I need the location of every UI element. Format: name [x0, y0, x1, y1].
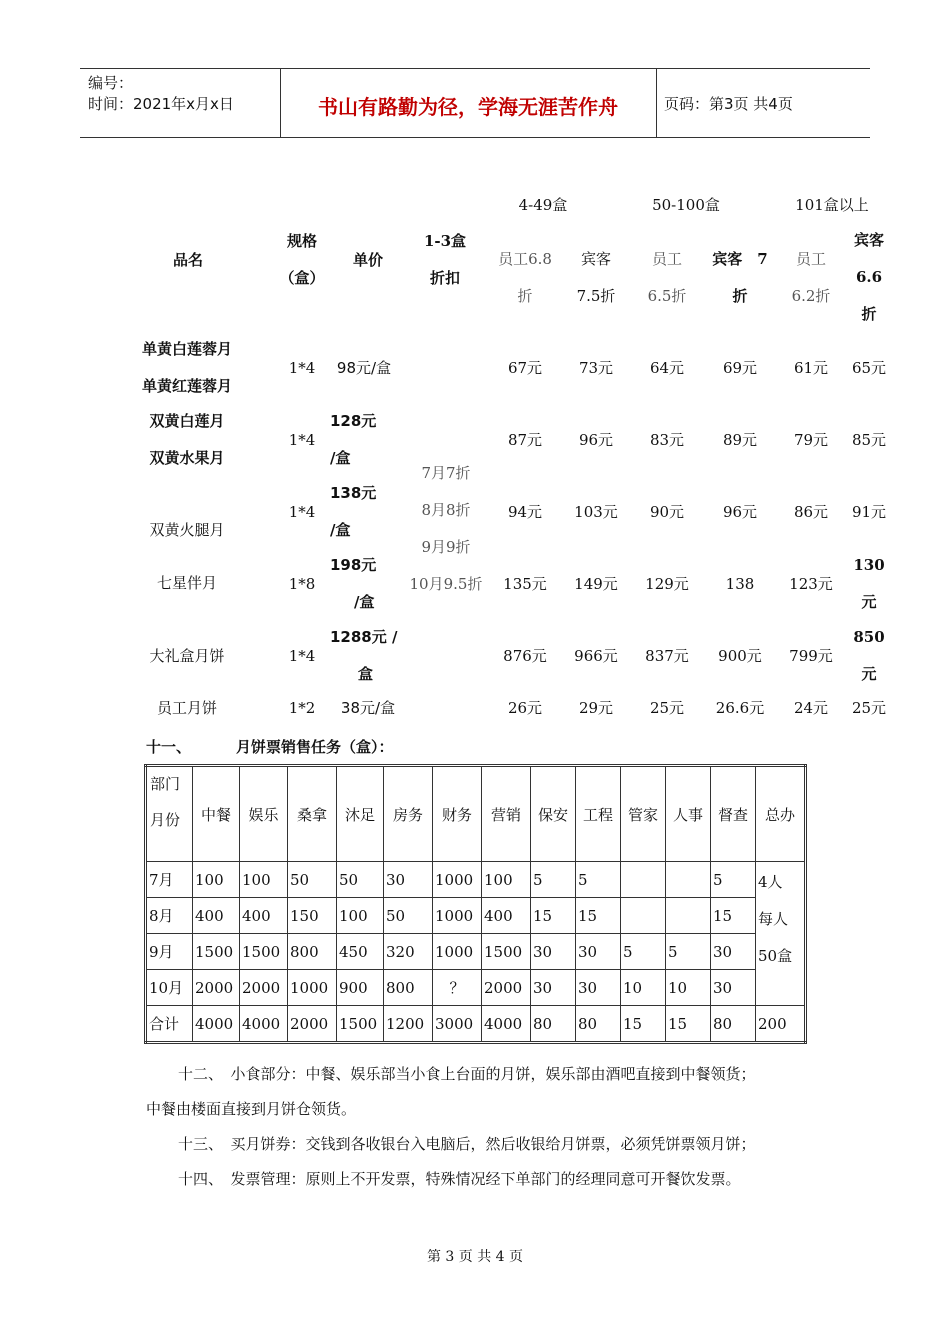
price-cell: 138元 /盒	[330, 484, 377, 539]
table-cell: 1500	[482, 934, 531, 970]
value-cell: 87元	[507, 431, 543, 449]
table-cell: 100	[482, 862, 531, 898]
table-cell: 30	[711, 934, 756, 970]
value-cell: 83元	[649, 431, 685, 449]
header-divider	[656, 69, 657, 137]
price-cell: 98元/盒	[336, 359, 392, 377]
col-header-staff: 员工 6.5折	[647, 250, 687, 305]
value-cell: 850 元	[853, 628, 885, 683]
table-cell: 1000	[433, 898, 482, 934]
value-cell: 89元	[722, 431, 758, 449]
value-cell: 149元	[574, 575, 618, 593]
table-cell: 450	[337, 934, 384, 970]
table-cell: 1000	[288, 970, 337, 1006]
corner-cell: 部门 月份	[146, 766, 193, 862]
table-cell: 30	[576, 970, 621, 1006]
table-cell: 1500	[337, 1006, 384, 1043]
paragraph-14: 十四、 发票管理：原则上不开发票，特殊情况经下单部门的经理同意可开餐饮发票。	[178, 1170, 741, 1188]
table-cell: 4000	[193, 1006, 240, 1043]
group-header: 101盒以上	[795, 196, 869, 214]
col-header-guest: 宾客 6.6 折	[853, 231, 884, 323]
value-cell: 90元	[649, 503, 685, 521]
col-header-name: 品名	[172, 251, 203, 269]
value-cell: 61元	[793, 359, 829, 377]
dept-header: 营销	[482, 766, 531, 862]
product-name: 单黄白莲蓉月 单黄红莲蓉月	[141, 340, 232, 395]
spec-cell: 1*4	[288, 359, 316, 377]
dept-header: 房务	[384, 766, 433, 862]
table-cell: 5	[576, 862, 621, 898]
table-row	[146, 862, 806, 898]
value-cell: 130 元	[853, 556, 885, 611]
table-cell: 100	[337, 898, 384, 934]
table-cell: 400	[193, 898, 240, 934]
table-cell: 50	[384, 898, 433, 934]
dept-header: 督查	[711, 766, 756, 862]
table-cell: 150	[288, 898, 337, 934]
table-cell: 100	[193, 862, 240, 898]
page-footer: 第 3 页 共 4 页	[426, 1249, 524, 1265]
table-cell: 50	[288, 862, 337, 898]
value-cell: 73元	[578, 359, 614, 377]
value-cell: 138	[725, 575, 755, 593]
group-header: 50-100盒	[652, 196, 720, 214]
col-header-discount: 1-3盒 折扣	[423, 232, 467, 287]
table-row	[146, 970, 806, 1006]
price-cell: 128元 /盒	[330, 412, 377, 467]
table-cell: 15	[576, 898, 621, 934]
value-cell: 96元	[722, 503, 758, 521]
col-header-staff: 员工 6.2折	[791, 250, 831, 305]
dept-header: 管家	[621, 766, 666, 862]
dept-header: 财务	[433, 766, 482, 862]
value-cell: 64元	[649, 359, 685, 377]
value-cell: 96元	[578, 431, 614, 449]
table-cell: 2000	[482, 970, 531, 1006]
value-cell: 85元	[851, 431, 887, 449]
table-cell: 50	[337, 862, 384, 898]
month-cell: 8月	[146, 898, 193, 934]
col-header-staff: 员工6.8 折	[498, 250, 552, 305]
value-cell: 103元	[574, 503, 618, 521]
dept-header: 沐足	[337, 766, 384, 862]
dept-header: 保安	[531, 766, 576, 862]
value-cell: 135元	[503, 575, 547, 593]
table-row	[146, 934, 806, 970]
month-cell: 9月	[146, 934, 193, 970]
discount-notes: 7月7折 8月8折 9月9折 10月9.5折	[409, 464, 483, 593]
table-cell: 1000	[433, 934, 482, 970]
col-header-guest: 宾客 7 折	[712, 250, 768, 305]
table-cell: 1500	[193, 934, 240, 970]
value-cell: 91元	[851, 503, 887, 521]
col-header-guest: 宾客 7.5折	[576, 250, 616, 305]
section-title: 月饼票销售任务（盒）：	[236, 738, 394, 756]
dept-header: 总办	[756, 766, 806, 862]
value-cell: 94元	[507, 503, 543, 521]
table-cell	[621, 862, 666, 898]
table-cell: 5	[621, 934, 666, 970]
value-cell: 966元	[574, 647, 618, 665]
table-cell	[666, 898, 711, 934]
table-cell: 2000	[288, 1006, 337, 1043]
table-cell: 30	[576, 934, 621, 970]
month-cell: 7月	[146, 862, 193, 898]
table-cell: 5	[531, 862, 576, 898]
value-cell: 26.6元	[715, 699, 765, 717]
value-cell: 799元	[789, 647, 833, 665]
product-name: 员工月饼	[156, 699, 217, 717]
table-cell: 1500	[240, 934, 288, 970]
page-header	[80, 68, 870, 138]
table-cell: 15	[531, 898, 576, 934]
table-cell: 800	[384, 970, 433, 1006]
table-cell: 30	[531, 934, 576, 970]
table-cell: 30	[711, 970, 756, 1006]
value-cell: 129元	[645, 575, 689, 593]
table-header-row	[146, 766, 806, 862]
header-page-info: 页码：第3页 共4页	[664, 95, 793, 113]
spec-cell: 1*4	[288, 503, 316, 521]
value-cell: 25元	[649, 699, 685, 717]
header-meta	[88, 73, 234, 115]
product-name: 双黄火腿月	[149, 521, 225, 539]
month-cell: 10月	[146, 970, 193, 1006]
spec-cell: 1*4	[288, 431, 316, 449]
value-cell: 86元	[793, 503, 829, 521]
table-cell: 1000	[433, 862, 482, 898]
number-label: 编号：	[88, 74, 134, 92]
price-cell: 38元/盒	[340, 699, 396, 717]
table-cell: 30	[384, 862, 433, 898]
paragraph-12-cont: 中餐由楼面直接到月饼仓领货。	[146, 1100, 357, 1118]
table-cell: 10	[666, 970, 711, 1006]
table-cell: 400	[240, 898, 288, 934]
spec-cell: 1*4	[288, 647, 316, 665]
dept-header: 桑拿	[288, 766, 337, 862]
office-note-cell: 4人 每人 50盒	[756, 862, 806, 1006]
dept-header: 人事	[666, 766, 711, 862]
spec-cell: 1*8	[288, 575, 316, 593]
paragraph-12: 十二、 小食部分：中餐、娱乐部当小食上台面的月饼，娱乐部由酒吧直接到中餐领货；	[178, 1065, 756, 1083]
table-cell: 15	[666, 1006, 711, 1043]
value-cell: 837元	[645, 647, 689, 665]
section-number: 十一、	[146, 738, 192, 756]
table-cell: 2000	[240, 970, 288, 1006]
dept-header: 中餐	[193, 766, 240, 862]
product-name: 双黄白莲月 双黄水果月	[149, 412, 225, 467]
table-cell: 800	[288, 934, 337, 970]
value-cell: 876元	[503, 647, 547, 665]
product-name: 大礼盒月饼	[149, 647, 225, 665]
table-cell: 2000	[193, 970, 240, 1006]
month-cell: 合计	[146, 1006, 193, 1043]
time-label: 时间：2021年x月x日	[88, 95, 234, 113]
table-cell: 4000	[240, 1006, 288, 1043]
value-cell: 79元	[793, 431, 829, 449]
table-cell	[621, 898, 666, 934]
col-header-spec: 规格 （盒）	[279, 232, 325, 287]
table-cell: 5	[666, 934, 711, 970]
table-cell: 900	[337, 970, 384, 1006]
value-cell: 67元	[507, 359, 543, 377]
value-cell: 25元	[851, 699, 887, 717]
price-cell: 198元 /盒	[330, 556, 377, 611]
table-cell: 100	[240, 862, 288, 898]
value-cell: 24元	[793, 699, 829, 717]
total-row	[146, 1006, 806, 1043]
value-cell: 69元	[722, 359, 758, 377]
product-name: 七星伴月	[156, 574, 217, 592]
table-cell: 5	[711, 862, 756, 898]
dept-header: 娱乐	[240, 766, 288, 862]
table-cell: 1200	[384, 1006, 433, 1043]
table-cell: 80	[711, 1006, 756, 1043]
col-header-price: 单价	[352, 251, 383, 269]
header-motto: 书山有路勤为径，学海无涯苦作舟	[318, 95, 618, 119]
spec-cell: 1*2	[288, 699, 316, 717]
value-cell: 65元	[851, 359, 887, 377]
sales-task-table	[144, 764, 807, 1044]
value-cell: 26元	[507, 699, 543, 717]
table-cell: ？	[433, 970, 482, 1006]
table-cell: 15	[621, 1006, 666, 1043]
table-cell: 15	[711, 898, 756, 934]
table-row	[146, 898, 806, 934]
table-cell: 80	[531, 1006, 576, 1043]
table-cell: 10	[621, 970, 666, 1006]
table-cell: 80	[576, 1006, 621, 1043]
dept-header: 工程	[576, 766, 621, 862]
value-cell: 123元	[789, 575, 833, 593]
paragraph-13: 十三、 买月饼券：交钱到各收银台入电脑后，然后收银给月饼票，必须凭饼票领月饼；	[178, 1135, 756, 1153]
table-cell	[666, 862, 711, 898]
table-cell: 400	[482, 898, 531, 934]
table-cell: 320	[384, 934, 433, 970]
group-header: 4-49盒	[518, 196, 568, 214]
value-cell: 29元	[578, 699, 614, 717]
table-cell: 4000	[482, 1006, 531, 1043]
table-cell: 30	[531, 970, 576, 1006]
table-cell: 200	[756, 1006, 806, 1043]
table-cell: 3000	[433, 1006, 482, 1043]
price-cell: 1288元 / 盒	[330, 628, 398, 683]
value-cell: 900元	[718, 647, 762, 665]
